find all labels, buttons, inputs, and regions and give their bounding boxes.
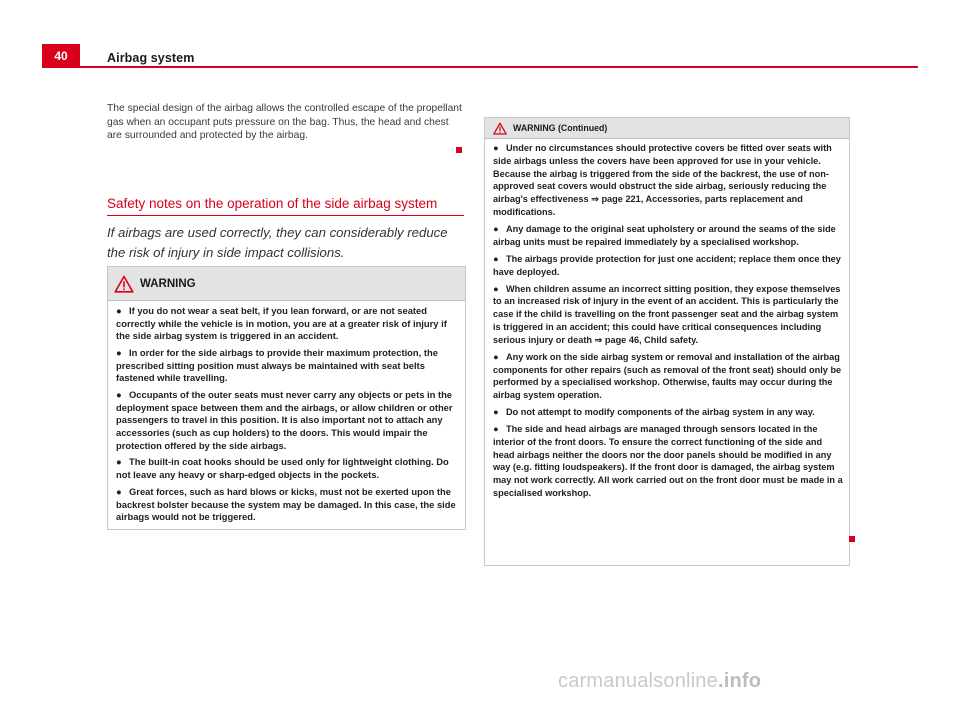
warning-item-text: When children assume an incorrect sitting position, they expose themselves to an increased risk of injury in the event of an accident. This is particularly the case if the child is travelling on the front passenger seat and the airbag system is triggered in an accident; this could have critical consequences including serious injury or death ⇒ page 46, Child safety. — [493, 283, 841, 345]
warning-item — [116, 305, 457, 343]
warning-title: WARNING (Continued) — [513, 123, 608, 133]
header-rule — [42, 66, 918, 68]
warning-item-text: The airbags provide protection for just one accident; replace them once they have deployed. — [493, 253, 841, 277]
warning-item — [493, 283, 843, 347]
warning-item — [493, 253, 843, 279]
intro-paragraph: The special design of the airbag allows the controlled escape of the propellant gas when an occupant puts pressure on the bag. Thus, the head and chest are surrounded and protected by the airbag. — [107, 103, 462, 142]
warning-item — [493, 351, 843, 402]
warning-item-text: Great forces, such as hard blows or kicks, must not be exerted upon the backrest bolster because the system may be damaged. In this case, the side airbags would not be triggered. — [116, 485, 456, 523]
warning-item-text: Any work on the side airbag system or removal and installation of the airbag components for other repairs (such as removal of the front seat) should only be performed by a specialised workshop. Otherwise, faults may occur during the airbag system operation. — [493, 351, 842, 401]
warning-body — [485, 139, 849, 508]
watermark-suffix: .info — [717, 670, 762, 692]
bullet-icon: ● — [493, 253, 499, 264]
warning-triangle-icon — [114, 275, 134, 293]
warning-item — [116, 486, 457, 524]
bullet-icon: ● — [493, 143, 499, 153]
warning-box-right — [484, 117, 850, 566]
bullet-icon: ● — [493, 351, 499, 362]
warning-item-text: Any damage to the original seat upholstery or around the seams of the side airbag units must be repaired immediately by a specialised workshop. — [493, 223, 836, 247]
warning-item-text: Do not attempt to modify components of the airbag system in any way. — [506, 407, 815, 418]
warning-item — [493, 423, 843, 500]
warning-item-text: Occupants of the outer seats must never carry any objects or pets in the deployment space between them and the airbags, or allow children or other passengers to travel in this position. It is also important not to attach any accessories (such as cup holders) to the doors. This would impair the protection offered by the side airbags. — [116, 389, 453, 451]
warning-item-text: In order for the side airbags to provide their maximum protection, the prescribed sitting position must always be maintained with seat belts fastened while travelling. — [116, 347, 438, 384]
section-end-marker-icon — [849, 536, 855, 542]
section-heading: Safety notes on the operation of the side airbag system — [107, 196, 464, 216]
bullet-icon: ● — [116, 389, 122, 401]
warning-box-left — [107, 266, 466, 530]
warning-header — [108, 267, 465, 301]
bullet-icon: ● — [493, 407, 499, 418]
page-number: 40 — [42, 44, 80, 67]
warning-item — [493, 223, 843, 249]
warning-title: WARNING — [140, 277, 196, 290]
warning-triangle-icon — [493, 122, 507, 135]
warning-item — [116, 347, 457, 385]
page-header-title: Airbag system — [107, 51, 195, 65]
warning-item — [493, 406, 843, 419]
bullet-icon: ● — [116, 485, 122, 497]
warning-item — [116, 389, 457, 452]
warning-body — [108, 301, 465, 534]
bullet-icon: ● — [116, 305, 122, 316]
section-end-marker-icon — [456, 147, 462, 153]
warning-item-text: Under no circumstances should protective covers be fitted over seats with side airbags unless the covers have been approved for use in your vehicle. Because the airbag is triggered from the side of the backrest, the use of non-approved seat covers would obstruct the side airbag, seriously reducing the airbag's effectiveness ⇒ page 221, Accessories, parts replacement and modifications. — [493, 143, 832, 217]
bullet-icon: ● — [116, 347, 122, 359]
bullet-icon: ● — [493, 223, 499, 234]
watermark — [558, 670, 761, 693]
bullet-icon: ● — [493, 424, 499, 435]
warning-item-text: The built-in coat hooks should be used only for lightweight clothing. Do not leave any heavy or sharp-edged objects in the pockets. — [116, 456, 449, 481]
bullet-icon: ● — [493, 283, 499, 294]
warning-item-text: If you do not wear a seat belt, if you lean forward, or are not seated correctly while the vehicle is in motion, you are at a greater risk of injury if the side airbag system is triggered in an accident. — [116, 305, 447, 342]
warning-header — [485, 118, 849, 139]
bullet-icon: ● — [116, 456, 122, 468]
left-column — [107, 102, 464, 260]
warning-item-text: The side and head airbags are managed through sensors located in the interior of the front doors. To ensure the correct functioning of the side and head airbags neither the doors nor the door panels should be modified in any way (e.g. fitting loudspeakers). If the front door is damaged, the airbag system may not work correctly. All work carried out on the front door must be made in a specialised workshop. — [493, 424, 843, 499]
warning-item — [116, 456, 457, 481]
watermark-main: carmanualsonline — [558, 670, 718, 692]
section-lead: If airbags are used correctly, they can considerably reduce the risk of injury in side impact collisions. — [107, 225, 448, 260]
warning-item — [493, 142, 843, 219]
